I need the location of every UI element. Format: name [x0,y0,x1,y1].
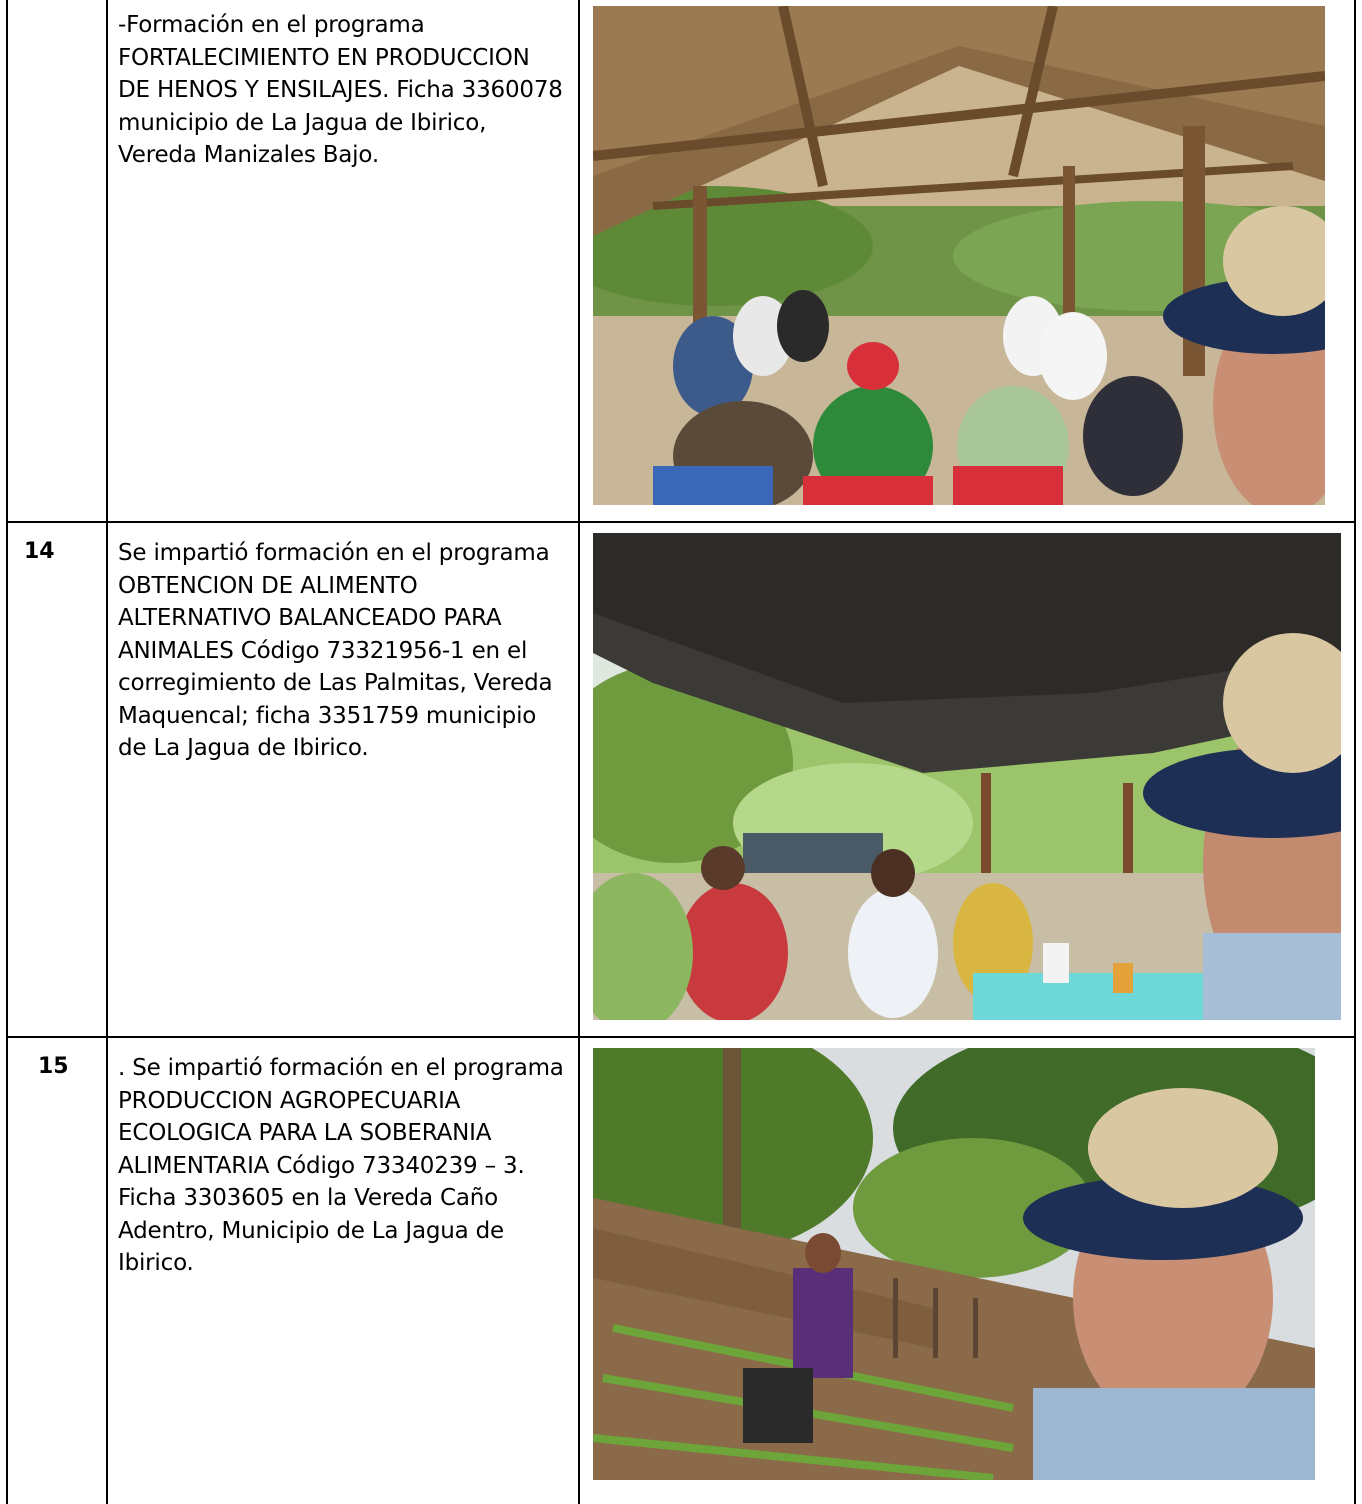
table-row-divider-2 [6,1036,1356,1038]
garden-selfie-photo [593,1048,1315,1480]
row-description: . Se impartió formación en el programa PRODUCCION AGROPECUARIA ECOLOGICA PARA LA SOBERANIA ALIMENTARIA Código 73340239 – 3. Ficha 3303605 en la Vereda Caño Adentro, Municipio de La Jagua de Ibirico. [118,1055,564,1276]
row-description: Se impartió formación en el programa OBTENCION DE ALIMENTO ALTERNATIVO BALANCEADO PARA ANIMALES Código 73321956-1 en el corregimiento de Las Palmitas, Vereda Maquencal; ficha 3351759 municipio de La Jagua de Ibirico. [118,540,553,761]
table-border-col1 [106,0,108,1504]
table-row-divider-1 [6,521,1356,523]
table-border-left [6,0,8,1504]
row-description: -Formación en el programa FORTALECIMIENTO EN PRODUCCION DE HENOS Y ENSILAJES. Ficha 3360078 municipio de La Jagua de Ibirico, Vereda Manizales Bajo. [118,12,563,168]
table-border-col2 [578,0,580,1504]
group-meeting-photo [593,6,1325,505]
row-number: 15 [38,1054,69,1079]
group-eating-photo [593,533,1341,1020]
table-border-right [1354,0,1356,1504]
row-number: 14 [24,539,55,564]
